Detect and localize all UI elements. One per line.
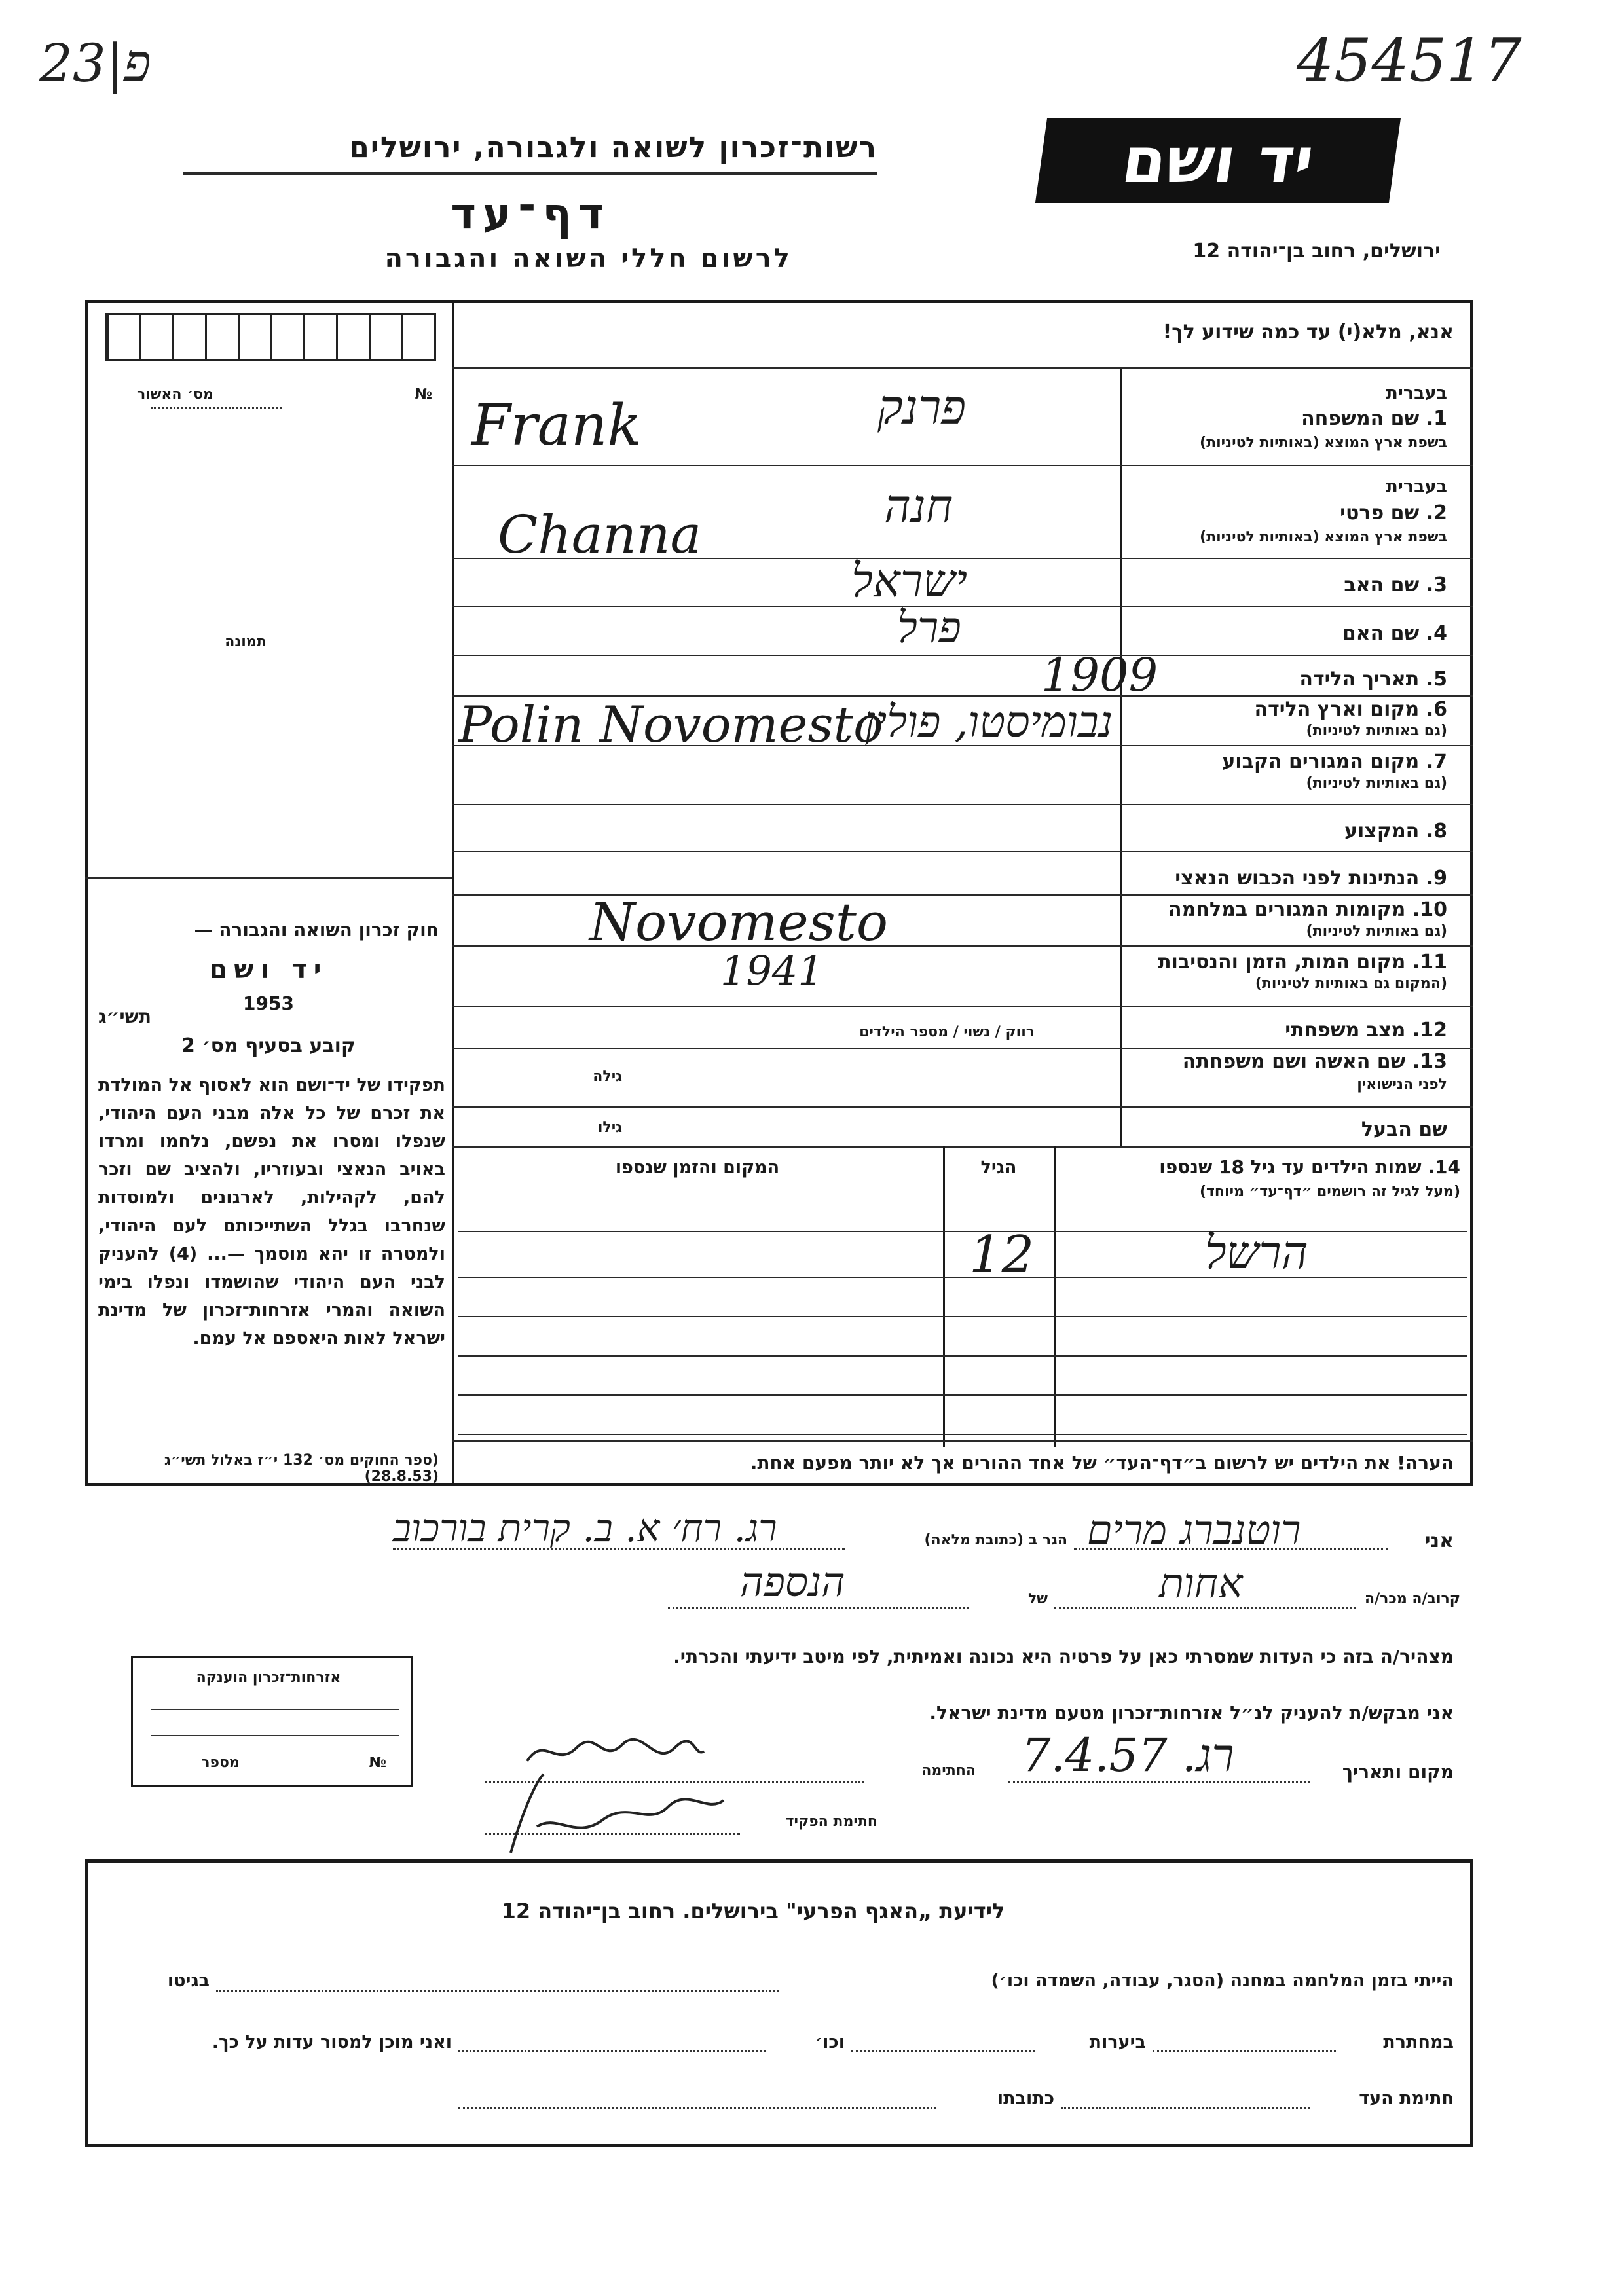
approval-number-text: מס׳ האשור [136,386,213,403]
children-row-5 [458,1394,1467,1396]
footer-line2-dots-a [1153,2050,1336,2052]
clerk-signature [498,1768,733,1859]
birth-date: 1909 [1041,648,1158,702]
field-7-title: מקום המגורים הקבוע [1222,750,1420,773]
family-name-latin: Frank [471,393,642,458]
field-6-sub: (גם באותיות לטיניות) [1306,723,1447,739]
footer-line2-a: במחתרת [1383,2032,1454,2052]
mother-name: פרל [897,602,961,653]
declaration-request: אני מבקש/ת להעניק לנ״ל אזרחות־זכרון מטעם מדינת ישראל. [929,1702,1454,1724]
children-sub: (מעל לגיל זה רושמים ״דף־עד״ מיוחד) [1199,1184,1460,1200]
field-11-title: מקום המות, הזמן והנסיבות [1158,951,1406,974]
citizenship-number-mark: № [369,1755,386,1771]
field-2-in-hebrew: בעברית [1386,477,1447,497]
clerk-signature-label: חתימת הפקיד [785,1813,877,1830]
footer-line2-end: ואני מוכן למסור עדות על כך. [212,2032,452,2052]
footer-line3-dots-b [458,2107,936,2109]
footer-line3-a: חתימת העד [1359,2088,1454,2109]
field-5-title: תאריך הלידה [1299,668,1420,691]
field-1-num: 1. [1426,407,1447,430]
header-address: ירושלים, רחוב בן־יהודה 12 [1192,240,1441,263]
field-10-label [1133,898,1447,921]
form-intro: אנא, מלא(י) עד כמה שידוע לך! [1162,321,1454,344]
field-8-num: 8. [1426,820,1447,843]
resides-label: הגר ב (כתובת מלאה) [924,1532,1067,1548]
field-12-options: רווק / נשוי / מספר הילדים [859,1024,1035,1040]
field-6-label [1133,698,1447,721]
birth-place-hebrew: נבומיסטו, פולין [864,697,1113,747]
children-place-header: המקום והזמן שנספו [615,1157,780,1178]
of-value: הנספה [740,1558,845,1606]
row-divider-1 [452,465,1473,466]
children-title-text: שמות הילדים עד גיל 18 שנספו [1159,1156,1422,1178]
archive-number-top-left: 23|פ [39,33,151,94]
footer-line3-b: כתובתו [997,2088,1054,2109]
field-2-num: 2. [1426,501,1447,524]
field-13-title: שם האשה ושם משפחתה [1182,1050,1406,1073]
citizenship-number-label: מספר [201,1755,240,1771]
field-7-label [1133,750,1447,773]
law-ref: (ספר החוקים מס׳ 132 י״ז באלול תשי״ג (28.8.53) [164,1452,439,1485]
footer-line2-c: וכו׳ [815,2032,845,2052]
field-9-num: 9. [1426,867,1447,890]
children-col-divider-2 [1054,1146,1056,1447]
field-13-label [1133,1050,1447,1073]
field-1-sub: בשפת ארץ המוצא (באותיות לטיניות) [1200,435,1447,451]
declarant-name: רוטנברג מרים [1087,1506,1301,1554]
field-12-title: מצב משפחתי [1285,1019,1406,1042]
field-4-label [1133,622,1447,645]
of-line [668,1607,969,1609]
children-row-2 [458,1277,1467,1278]
footer-line1-end: בגיטו [167,1971,210,1991]
field-12-num: 12. [1412,1019,1447,1042]
wartime-residence-latin: Novomesto [589,892,889,953]
field-2-title: שם פרטי [1340,501,1420,524]
label-column-divider [1120,367,1122,1146]
field-7-num: 7. [1426,750,1447,773]
children-title [1061,1156,1460,1178]
left-column-divider [452,300,454,1486]
row-divider-13 [452,1106,1473,1108]
father-name: ישראל [851,554,968,608]
note-divider [452,1440,1473,1442]
birth-place-latin: Polin Novomesto [458,695,883,754]
field-6-title: מקום וארץ הלידה [1254,698,1420,721]
declarant-address: רג. רח׳ א. ב. קרית בורכוב [393,1506,777,1550]
footer-line2-b: ביערות [1089,2032,1146,2052]
relation-label: קרוב/ה מכר/ה [1365,1591,1460,1607]
field-10-sub: (גם באותיות לטיניות) [1306,923,1447,939]
field-11-num: 11. [1412,951,1447,974]
footer-line1-dots [216,1990,779,1992]
field-4-title: שם האם [1342,622,1420,645]
children-row-4 [458,1355,1467,1357]
field-10-title: מקומות המגורים במלחמה [1168,898,1406,921]
approval-number-mark: № [415,386,432,403]
child-1-name: הרשל [1205,1226,1308,1279]
footer-line3-dots-a [1061,2107,1310,2109]
intro-divider [452,367,1473,369]
husband-age-label: גילו [597,1120,622,1136]
field-9-title: הנתינות לפני הכבוש הנאצי [1175,867,1420,890]
field-3-title: שם האב [1344,574,1420,596]
citizenship-number [138,1755,386,1771]
logo-text: יד ושם [1117,124,1319,197]
children-row-1 [458,1231,1467,1232]
row-divider-8 [452,851,1473,852]
footer-line2-dots-c [458,2050,766,2052]
approval-number-line [151,407,282,409]
children-row-3 [458,1316,1467,1317]
declaration-statement: מצהיר/ה בזה כי העדות שמסרתי כאן על פרטיה היא נכונה ואמיתית, לפי מיטב ידיעתי והכרתי. [673,1646,1454,1667]
children-row-6 [458,1434,1467,1435]
field-8-title: המקצוע [1344,820,1420,843]
org-underline [183,172,877,175]
law-clause: קובע בסעיף מס׳ 2 [181,1034,356,1057]
citizenship-line-2 [151,1735,399,1736]
law-heb-year: תשי״ג [98,1006,151,1027]
field-1-in-hebrew: בעברית [1386,383,1447,403]
row-divider-14 [452,1146,1473,1148]
field-10-num: 10. [1412,898,1447,921]
field-11-label [1133,951,1447,974]
field-3-num: 3. [1426,574,1447,596]
signature-label: החתימה [921,1762,976,1779]
field-7-sub: (גם באותיות לטיניות) [1306,775,1447,792]
field-8-label [1133,820,1447,843]
child-1-age: 12 [969,1226,1035,1285]
death-year: 1941 [720,947,824,994]
field-13-num: 13. [1412,1050,1447,1073]
children-num: 14. [1428,1156,1460,1178]
first-name-hebrew: חנה [884,479,953,533]
place-date-value: רג. 7.4.57 [1022,1728,1234,1782]
field-1-title: שם המשפחה [1301,407,1420,430]
field-3-label [1133,574,1447,596]
declarant-i-label: אני [1424,1529,1454,1552]
law-body: תפקידו של יד־ושם הוא לאסוף אל המולדת את זכרם של כל אלה מבני העם היהודי, שנפלו ומסרו את נפשם, נלחמו ומרדו באויב הנאצי ובעוזריו, ולהציב שם וזכר להם, לקהילות, לארגונים ולמוסדות שנחרבו בגלל השתייכותם לעם היהודי, ולמטרה זו יהא מוסמך —... (4) להעניק לבני העם היהודי שהושמדו ונפלו בימי השואה והמרי אזרחות־זכרון של מדינת ישראל לאות היאספם אל עמם. [98,1075,446,1349]
field-13-age-label: גילה [593,1068,622,1085]
clerk-signature-scribble [498,1768,733,1859]
field-6-num: 6. [1426,698,1447,721]
first-name-latin: Channa [498,504,702,565]
org-line: רשות־זכרון לשואה ולגבורה, ירושלים [349,131,877,164]
row-divider-11 [452,1006,1473,1007]
children-age-header: הגיל [980,1157,1017,1178]
children-note: הערה! את הילדים יש לרשום ב״דף־העד״ של אחד ההורים אך לא יותר מפעם אחת. [750,1452,1454,1474]
family-name-hebrew: פרנק [877,380,967,435]
field-11-sub: (המקום גם באותיות לטיניות) [1255,975,1447,992]
field-5-num: 5. [1426,668,1447,691]
approval-number-label [111,386,432,403]
footer-title: לידיעת „האגף הפרעי" בירושלים. רחוב בן־יהודה 12 [501,1899,1005,1923]
row-divider-7 [452,804,1473,805]
children-col-divider-1 [943,1146,945,1447]
citizenship-line-1 [151,1709,399,1710]
of-label: של [1028,1591,1048,1607]
field-2-sub: בשפת ארץ המוצא (באותיות לטיניות) [1200,529,1447,545]
footer-line2-dots-b [851,2050,1035,2052]
field-12-label [1133,1019,1447,1042]
law-top-divider [85,877,452,879]
field-5-label [1133,668,1447,691]
law-name: יד ושם [209,955,328,985]
law-title: חוק זכרון השואה והגבורה — [194,919,439,941]
field-4-num: 4. [1426,622,1447,645]
approval-number-boxes [105,313,436,361]
field-2-label [1133,501,1447,524]
footer-line1: הייתי בזמן המלחמה במחנה (הסגר, עבודה, השמדה וכו׳) [991,1971,1454,1991]
photo-label: תמונה [225,634,267,650]
place-date-label: מקום ותאריך [1342,1761,1454,1783]
row-divider-4 [452,655,1473,656]
relation-value: אחות [1159,1559,1243,1607]
archive-number-top-right: 454517 [1297,26,1522,95]
law-year: 1953 [243,993,294,1014]
yad-vashem-logo [1035,118,1401,203]
field-13-sub: לפני הנישואין [1357,1076,1447,1093]
field-1-label [1133,407,1447,430]
form-title: דף־עד [451,189,610,239]
row-divider-12 [452,1048,1473,1049]
field-9-label [1133,867,1447,890]
husband-label: שם הבעל [1361,1118,1447,1141]
form-subtitle: לרשום חללי השואה והגבורה [384,244,792,274]
citizenship-title: אזרחות־זכרון הוענקה [196,1669,341,1686]
